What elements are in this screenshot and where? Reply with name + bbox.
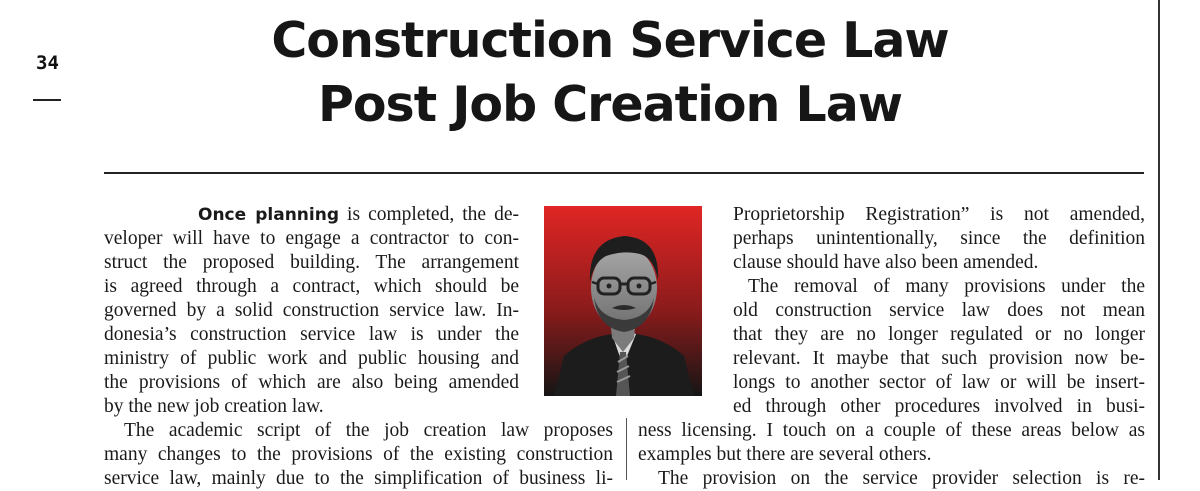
paragraph-line: many changes to the provisions of the existing construction [104, 444, 613, 465]
paragraph-line: ministry of public work and public housing and [104, 348, 519, 369]
paragraph-line: ed through other procedures involved in busi- [733, 396, 1145, 417]
paragraph-line: is agreed through a contract, which should be [104, 276, 519, 297]
paragraph-line: longs to another sector of law or will be insert- [733, 372, 1145, 393]
page-number-rule [33, 99, 61, 101]
lead-in: Once planning [198, 205, 340, 225]
paragraph-line: The provision on the service provider selection is re- [658, 468, 1145, 489]
paragraph-line: examples but there are several others. [638, 444, 932, 465]
author-photo [544, 206, 702, 396]
paragraph-line: veloper will have to engage a contractor to con- [104, 228, 519, 249]
paragraph-line: ness licensing. I touch on a couple of these areas below as [638, 420, 1145, 441]
page-edge-line [1158, 0, 1160, 480]
paragraph-line: The academic script of the job creation law proposes [124, 420, 613, 441]
paragraph-line: perhaps unintentionally, since the definition [733, 228, 1145, 249]
column-divider [626, 418, 627, 480]
paragraph-line: The removal of many provisions under the [748, 276, 1145, 297]
paragraph-line: old construction service law does not mean [733, 300, 1145, 321]
paragraph-line: donesia’s construction service law is under the [104, 324, 519, 345]
article-title-line-1: Construction Service Law [271, 12, 949, 69]
paragraph-line: clause should have also been amended. [733, 252, 1039, 273]
header-rule [104, 172, 1144, 174]
paragraph-line: struct the proposed building. The arrangement [104, 252, 519, 273]
paragraph-line: the provisions of which are also being amended [104, 372, 519, 393]
paragraph-line: by the new job creation law. [104, 396, 324, 417]
article-title-line-2: Post Job Creation Law [317, 76, 903, 133]
paragraph-line: Proprietorship Registration” is not amended, [733, 204, 1145, 225]
paragraph-line: service law, mainly due to the simplification of business li- [104, 468, 613, 489]
paragraph-line [198, 203, 519, 227]
paragraph-line: relevant. It maybe that such provision now be- [733, 348, 1145, 369]
author-portrait-icon [544, 206, 702, 396]
paragraph-line: governed by a solid construction service law. In- [104, 300, 519, 321]
line-text: is completed, the de- [339, 204, 519, 225]
page-number: 34 [36, 52, 59, 74]
paragraph-line: that they are no longer regulated or no longer [733, 324, 1145, 345]
